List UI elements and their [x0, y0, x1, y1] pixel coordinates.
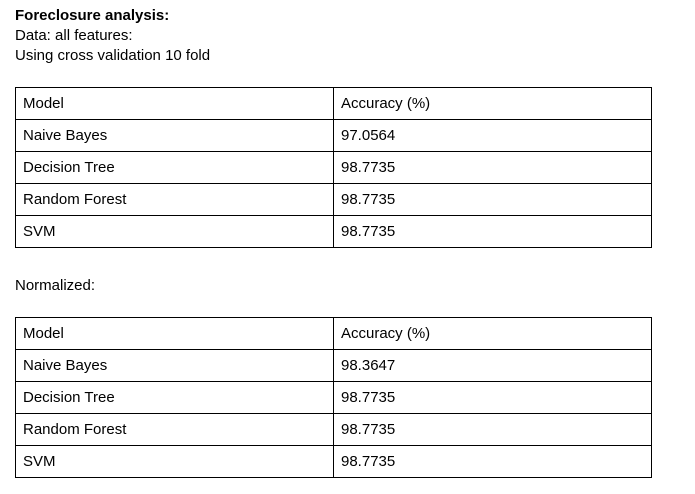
results-table-all-features: [15, 87, 652, 248]
table-header-row: [16, 88, 652, 120]
header-accuracy: Accuracy (%): [334, 318, 652, 350]
header-model: Model: [16, 88, 334, 120]
accuracy-cell: 97.0564: [334, 120, 652, 152]
model-cell: Naive Bayes: [16, 120, 334, 152]
table-row: [16, 152, 652, 184]
table-header-row: [16, 318, 652, 350]
header-accuracy: Accuracy (%): [334, 88, 652, 120]
model-cell: Naive Bayes: [16, 350, 334, 382]
header-model: Model: [16, 318, 334, 350]
table-row: [16, 184, 652, 216]
model-cell: Decision Tree: [16, 382, 334, 414]
document-title: Foreclosure analysis:: [15, 7, 170, 24]
results-table-normalized: [15, 317, 652, 478]
document-heading: [15, 6, 210, 66]
normalized-label: Normalized:: [15, 277, 96, 294]
model-cell: SVM: [16, 446, 334, 478]
table-row: [16, 216, 652, 248]
accuracy-cell: 98.7735: [334, 414, 652, 446]
accuracy-cell: 98.7735: [334, 152, 652, 184]
model-cell: Random Forest: [16, 184, 334, 216]
accuracy-cell: 98.7735: [334, 216, 652, 248]
table-row: [16, 120, 652, 152]
method-description: Using cross validation 10 fold: [15, 47, 211, 64]
table-row: [16, 350, 652, 382]
accuracy-cell: 98.7735: [334, 446, 652, 478]
model-cell: Decision Tree: [16, 152, 334, 184]
accuracy-cell: 98.7735: [334, 382, 652, 414]
accuracy-cell: 98.3647: [334, 350, 652, 382]
model-cell: Random Forest: [16, 414, 334, 446]
model-cell: SVM: [16, 216, 334, 248]
data-description: Data: all features:: [15, 27, 133, 44]
table-row: [16, 382, 652, 414]
accuracy-cell: 98.7735: [334, 184, 652, 216]
table-row: [16, 414, 652, 446]
table-row: [16, 446, 652, 478]
